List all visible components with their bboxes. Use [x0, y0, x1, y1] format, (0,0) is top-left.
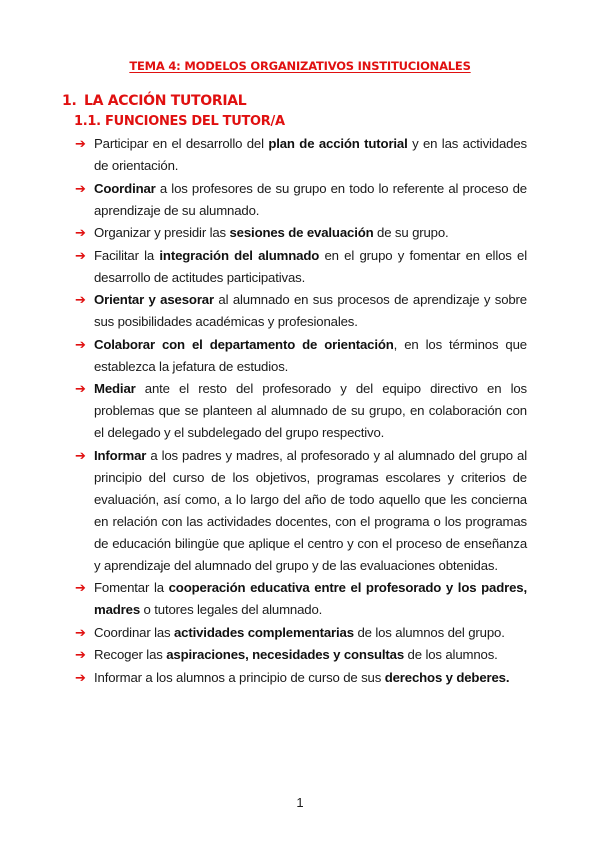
right-arrow-icon: ➔: [75, 247, 86, 263]
item-text: al alumnado en sus procesos de aprendizaje y sobre sus posibilidades académicas y profesionales.: [94, 292, 527, 329]
right-arrow-icon: ➔: [75, 136, 86, 151]
right-arrow-icon: ➔: [75, 381, 86, 396]
item-text: Fomentar la: [94, 580, 169, 595]
item-text: y en las actividades de orientación.: [94, 136, 527, 173]
right-arrow-icon: ➔: [75, 669, 86, 685]
subsection-heading: 1.1. FUNCIONES DEL TUTOR/A: [74, 114, 285, 129]
item-text-bold: sesiones de evaluación: [229, 225, 374, 240]
item-text: Participar en el desarrollo del: [94, 136, 269, 151]
right-arrow-icon: ➔: [75, 647, 86, 662]
page-title: TEMA 4: MODELOS ORGANIZATIVOS INSTITUCIONALES: [129, 59, 471, 73]
item-text-bold: cooperación educativa entre el profesorado y los padres, madres: [94, 580, 527, 617]
item-text: de su grupo.: [373, 225, 449, 240]
item-text: Recoger las: [94, 647, 167, 662]
item-text-bold: Coordinar: [94, 180, 156, 196]
list-item: [75, 133, 527, 177]
right-arrow-icon: ➔: [75, 447, 86, 463]
right-arrow-icon: ➔: [75, 225, 86, 240]
list-item: [75, 378, 527, 444]
item-text-bold: aspiraciones, necesidades y consultas: [166, 647, 405, 662]
item-text-bold: Colaborar con el departamento de orientación: [94, 336, 394, 352]
list-item: [75, 334, 527, 378]
item-text: ante el resto del profesorado y del equipo directivo en los problemas que se planteen al alumnado de su grupo, en colaboración con el delegado y el subdelegado del grupo respectivo.: [94, 381, 527, 440]
item-text: Informar a los alumnos a principio de curso de sus: [94, 669, 385, 685]
item-text-bold: integración del alumnado: [159, 247, 320, 263]
right-arrow-icon: ➔: [75, 336, 86, 352]
item-text-bold: Orientar y asesorar: [94, 292, 214, 307]
item-text: de los alumnos del grupo.: [353, 624, 505, 640]
item-text: o tutores legales del alumnado.: [140, 602, 323, 617]
functions-list: [75, 133, 527, 689]
item-text: a los profesores de su grupo en todo lo referente al proceso de aprendizaje de su alumnado.: [94, 180, 527, 218]
list-item: [75, 667, 527, 689]
right-arrow-icon: ➔: [75, 180, 86, 196]
item-text: Coordinar las: [94, 624, 174, 640]
list-item: [75, 622, 527, 644]
right-arrow-icon: ➔: [75, 292, 86, 307]
right-arrow-icon: ➔: [75, 580, 86, 595]
list-item: [75, 644, 527, 666]
list-item: [75, 289, 527, 333]
section-heading: [62, 93, 246, 109]
page-number: 1: [296, 795, 304, 810]
list-item: [75, 245, 527, 289]
item-text-bold: Informar: [94, 447, 147, 463]
section-label: LA ACCIÓN TUTORIAL: [84, 93, 247, 109]
item-text-bold: derechos y deberes.: [384, 669, 510, 685]
list-item: [75, 577, 527, 621]
item-text-bold: plan de acción tutorial: [268, 136, 408, 151]
item-text: Facilitar la: [94, 247, 160, 263]
list-item: [75, 445, 527, 577]
section-number: 1.: [62, 93, 77, 109]
item-text: a los padres y madres, al profesorado y al alumnado del grupo al principio del curso de los objetivos, programas escolares y criterios de evaluación, así como, a lo largo del año de todo aquello que les concierna en relación con las actividades docentes, con el programa o los programas de educación bilingüe que aplique el centro y con el proceso de enseñanza y aprendizaje del alumnado del grupo y de las evaluaciones obtenidas.: [94, 447, 527, 573]
item-text: Organizar y presidir las: [94, 225, 230, 240]
item-text: en el grupo y fomentar en ellos el desarrollo de actitudes participativas.: [94, 247, 528, 285]
list-item: [75, 222, 527, 244]
item-text-bold: actividades complementarias: [174, 624, 354, 640]
item-text-bold: Mediar: [94, 381, 136, 396]
item-text: de los alumnos.: [404, 647, 498, 662]
right-arrow-icon: ➔: [75, 624, 86, 640]
item-text: , en los términos que establezca la jefatura de estudios.: [94, 336, 527, 374]
list-item: [75, 178, 527, 222]
